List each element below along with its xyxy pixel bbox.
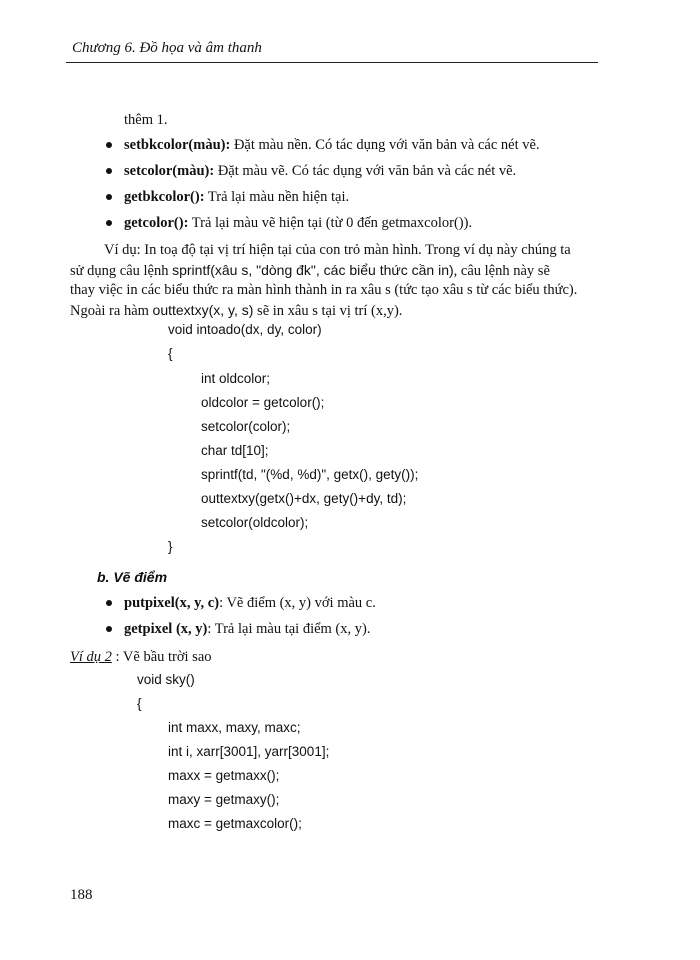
bullet-setcolor: [106, 163, 516, 180]
bullet-term: getpixel (x, y): [124, 621, 208, 637]
example2-label: Ví dụ 2: [70, 649, 112, 665]
code-line: setcolor(color);: [201, 419, 291, 434]
example1-line-4: [70, 300, 402, 321]
bullet-dot: [106, 194, 112, 200]
bullet-term: setcolor(màu):: [124, 163, 215, 179]
bullet-putpixel: [106, 595, 376, 612]
bullet-desc: Đặt màu vẽ. Có tác dụng với văn bản và các nét vẽ.: [214, 163, 517, 179]
example2-text: : Vẽ bầu trời sao: [111, 649, 212, 665]
bullet-term: getcolor():: [124, 215, 189, 231]
example1-line-1: Ví dụ: In toạ độ tại vị trí hiện tại của con trỏ màn hình. Trong ví dụ này chúng ta: [104, 242, 571, 258]
example2-caption: [70, 647, 212, 667]
header-rule: [66, 62, 598, 63]
bullet-desc: Trả lại màu vẽ hiện tại (từ 0 đến getmaxcolor()).: [188, 215, 473, 231]
bullet-getcolor: [106, 215, 472, 232]
code-line: {: [168, 346, 173, 361]
code-line: void sky(): [137, 672, 195, 687]
chapter-header-title: Chương 6. Đồ họa và âm thanh: [72, 40, 262, 56]
code-line: int oldcolor;: [201, 371, 271, 386]
code-line: void intoado(dx, dy, color): [168, 322, 322, 337]
bullet-desc: : Vẽ điểm (x, y) với màu c.: [219, 595, 376, 611]
code-line: }: [168, 539, 173, 554]
code-line: setcolor(oldcolor);: [201, 515, 309, 530]
example1-line-2-text: sử dụng câu lệnh: [70, 263, 173, 279]
code-line: maxx = getmaxx();: [168, 768, 280, 783]
code-line: char td[10];: [201, 443, 269, 458]
bullet-dot: [106, 220, 112, 226]
example1-line-3: thay việc in các biểu thức ra màn hình thành in ra xâu s (tức tạo xâu s từ các biểu thức).: [70, 282, 578, 298]
code-line: outtextxy(getx()+dx, gety()+dy, td);: [201, 491, 407, 506]
bullet-dot: [106, 168, 112, 174]
example1-sprintf-code: sprintf(xâu s, "dòng đk", các biểu thức cần in): [172, 262, 454, 278]
code-line: oldcolor = getcolor();: [201, 395, 325, 410]
bullet-term: getbkcolor():: [124, 189, 205, 205]
code-line: int i, xarr[3001], yarr[3001];: [168, 744, 330, 759]
bullet-getbkcolor: [106, 189, 349, 206]
example1-line-4-tail: sẽ in xâu s tại vị trí (x,y).: [253, 303, 403, 319]
bullet-dot: [106, 600, 112, 606]
bullet-dot: [106, 142, 112, 148]
example1-line-2: [70, 260, 550, 281]
bullet-setbkcolor: [106, 137, 540, 154]
bullet-desc: Trả lại màu nền hiện tại.: [204, 189, 350, 205]
bullet-desc: : Trả lại màu tại điểm (x, y).: [207, 621, 371, 637]
example1-line-2-tail: , câu lệnh này sẽ: [453, 263, 550, 279]
code-line: {: [137, 696, 142, 711]
bullet-desc: Đặt màu nền. Có tác dụng với văn bản và các nét vẽ.: [230, 137, 540, 153]
bullet-dot: [106, 626, 112, 632]
bullet-term: putpixel(x, y, c): [124, 595, 220, 611]
continuation-text: thêm 1.: [124, 112, 168, 128]
bullet-term: setbkcolor(màu):: [124, 137, 231, 153]
page-number: 188: [70, 887, 93, 903]
code-line: int maxx, maxy, maxc;: [168, 720, 301, 735]
example1-outtextxy-code: outtextxy(x, y, s): [152, 302, 254, 318]
code-line: sprintf(td, "(%d, %d)", getx(), gety());: [201, 467, 419, 482]
code-line: maxy = getmaxy();: [168, 792, 280, 807]
section-b-heading: b. Vẽ điểm: [97, 569, 168, 585]
code-line: maxc = getmaxcolor();: [168, 816, 302, 831]
bullet-getpixel: [106, 621, 370, 638]
example1-line-4-text: Ngoài ra hàm: [70, 303, 153, 319]
